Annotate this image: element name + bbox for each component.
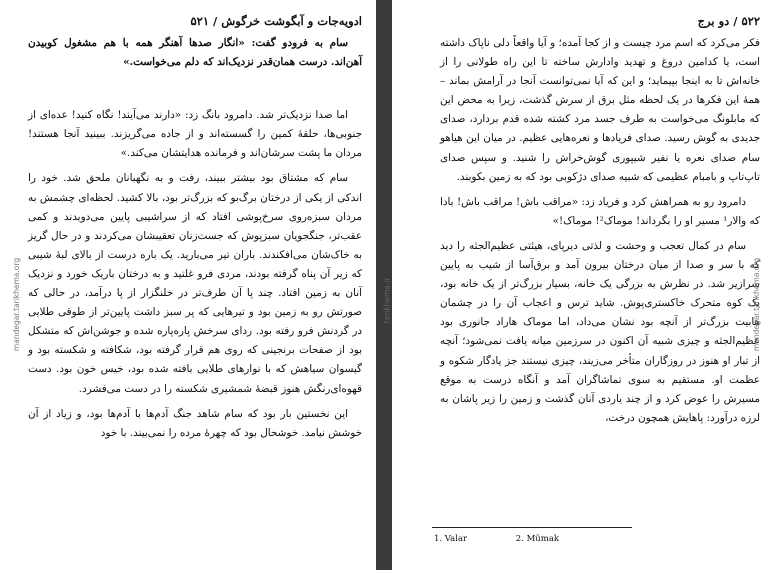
paragraph: سام که مشتاق بود بیشتر ببیند، رفت و به نگهبانان ملحق شد. خود را اندکی از یکی از درختان برگ‌بو که بزرگ‌تر بود، بالا کشید. لحظه‌ای چشمش به مردان سبزه‌روی سرخ‌پوشی افتاد که از سراشیبی پایین می‌دویدند و کمی عقب‌تر، جنگجویان سبزپوش که جست‌زنان تعقیبشان می‌کردند و در حال گریز به خاک‌شان می‌افکندند. باران تیر می‌بارید. یک باره درست از بالای لبهٔ شیبی که زیر آن پناه گرفته بودند، مردی فرو غلتید و به درختان باریک خورد و نزدیک آنان به زمین افتاد. چند پا آن طرف‌تر در خلنگزار از پا درآمد، در حالی که صورتش رو به زمین بود و تیرهایی که پر سبز داشت پایین‌تر از طوقی طلایی در گردنش فرو رفته بود. ردای سرخش پاره‌پاره شده و جوشن‌اش که متشکل بود از صفحات برنجینی که روی هم قرار گرفته بود، شکافته و شکسته بود و گیسوان سیاهش که با نوارهای طلایی بافته شده بود، خیس خون بود. دست قهوه‌ای‌رنگش هنوز قبضهٔ شمشیری شکسته را در دست می‌فشرد. bbox=[28, 172, 362, 395]
paragraph: سام در کمال تعجب و وحشت و لذتی دیرپای، هیئتی عظیم‌الجثه را دید که با سر و صدا از میان درختان بیرون آمد و برق‌آسا از شیب به پایین سرازیر شد. در نظرش به بزرگی یک خانه، بسیار بزرگ‌تر از یک خانه بود، یک کوه متحرک خاکستری‌پوش. شاید ترس و اعجاب آن را در چشمان هابیت بزرگ‌تر از آنچه بود نشان می‌داد، اما موماک هاراد جانوری بود عظیم‌الجثه و چیزی شبیه آن اکنون در سرزمین میانه یافت نمی‌شود؛ آنچه از تبار او هنوز در روزگاران متأخر می‌زیند، چیزی نیستند جز یادگار شکوه و عظمت او. مستقیم به سوی تماشاگران آمد و آنگاه درست به موقع مسیرش را عوض کرد و از چند یاردی آنان گذشت و زمین را زیر پاشان به لرزه درآورد: پاهایش همچون درخت، bbox=[440, 239, 760, 424]
right-page-body bbox=[440, 34, 760, 434]
paragraph: دامرود رو به همراهش کرد و فریاد زد: «مراقب باش! مراقب باش! بادا که والار¹ مسیر او را بگرداند! موماک²! موماک!» bbox=[440, 195, 760, 227]
left-page-body bbox=[28, 34, 362, 449]
left-page-header: ادویه‌جات و آبگوشت خرگوش / ۵۲۱ bbox=[190, 14, 362, 28]
paragraph: این نخستین بار بود که سام شاهد جنگ آدم‌ها با آدم‌ها بود، و زیاد از آن خوشش نیامد. خوشحال بود که چهرهٔ مرده را نمی‌بیند. با خود bbox=[28, 407, 362, 439]
watermark-center: tarikhema.ir bbox=[382, 277, 392, 324]
watermark-right: mandegar.tarikhema.org bbox=[752, 257, 762, 352]
right-page bbox=[392, 0, 768, 570]
paragraph: سام به فرودو گفت: «انگار صدها آهنگر همه با هم مشغول کوبیدن آهن‌اند. درست همان‌قدر نزدیک‌اند که دلم می‌خواست.» bbox=[28, 37, 362, 69]
footnote: 1. Valar bbox=[434, 534, 468, 544]
paragraph: اما صدا نزدیک‌تر شد. دامرود بانگ زد: «دارند می‌آیند! نگاه کنید! عده‌ای از جنوبی‌ها، حلقهٔ کمین را گسسته‌اند و از جاده می‌گریزند. ببینید آنجا هستند! مردان ما پشت سرشان‌اند و فرمانده هدایتشان می‌کند.» bbox=[28, 109, 362, 160]
footnote-divider bbox=[432, 527, 632, 528]
footnotes bbox=[434, 534, 605, 544]
footnote: 2. Mûmak bbox=[515, 534, 560, 544]
right-page-header: ۵۲۲ / دو برج bbox=[697, 14, 760, 28]
paragraph: فکر می‌کرد که اسم مرد چیست و از کجا آمده؛ و آیا واقعاً دلی ناپاک داشته است، یا کدامین دروغ و تهدید وادارش ساخته تا این راه طولانی را از خانه‌اش تا به اینجا بپیماید؛ و این که آیا نمی‌توانست آنجا در آرامش بماند – همهٔ این فکرها در یک لحظه مثل برق از سرش گذشت، زیرا به محض این که مابلونگ می‌خواست به طرف جسد مرد کشته شده قدم بردارد، صدای جدیدی به گوش رسید. صدای فریادها و نعره‌هایی عظیم. در میان این هیاهو سام صدای نعره یا نفیر شیپوری گوش‌خراش را شنید. و سپس صدای تاپ‌تاپ و بامبام عظیمی که شبیه صدای دژکوبی بود که به زمین بکوبند. bbox=[440, 37, 760, 183]
watermark-left: mandegar.tarikhema.org bbox=[12, 257, 22, 352]
left-page bbox=[0, 0, 376, 570]
